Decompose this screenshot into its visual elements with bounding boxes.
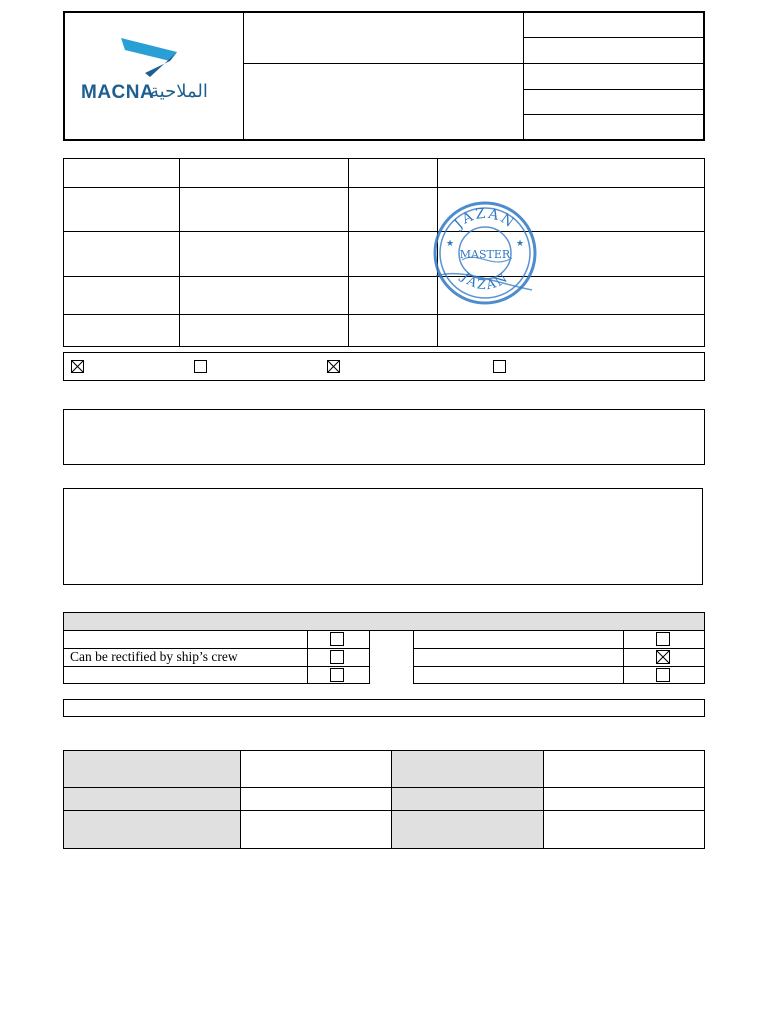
text-box-2[interactable]: [63, 488, 703, 585]
company-logo: [78, 34, 238, 114]
checkbox-row: [63, 352, 705, 381]
rect-right-checkbox-2[interactable]: [656, 650, 670, 664]
sig-value-cell-2[interactable]: [544, 751, 704, 787]
rect-left-checkbox-1[interactable]: [330, 632, 344, 646]
logo-arabic-text: الملاحية: [150, 81, 208, 102]
header-meta-line-1: [524, 37, 704, 38]
sig-value-cell-1[interactable]: [241, 751, 391, 787]
rect-right-row-1: [414, 648, 704, 649]
header-divider-meta: [523, 12, 524, 140]
header-meta-line-2: [524, 63, 704, 64]
stamp-middle-text: MASTER: [459, 248, 511, 261]
rect-left-checkbox-3[interactable]: [330, 668, 344, 682]
sig-value-cell-4[interactable]: [544, 788, 704, 810]
rect-right-row-2: [414, 666, 704, 667]
header-meta-line-3: [524, 89, 704, 90]
sig-value-cell-3[interactable]: [241, 788, 391, 810]
rect-right-col: [623, 630, 624, 684]
stamp-star-icon: ★: [516, 238, 525, 248]
sig-value-cell-5[interactable]: [241, 811, 391, 848]
rect-left-row-2: [64, 666, 369, 667]
text-box-1[interactable]: [63, 409, 705, 465]
check-x-icon: [328, 361, 339, 372]
check-x-icon: [657, 651, 669, 663]
sig-col-2: [391, 750, 392, 849]
rect-right-checkbox-1[interactable]: [656, 632, 670, 646]
rect-left-checkbox-2[interactable]: [330, 650, 344, 664]
checkbox-option-4[interactable]: [493, 360, 506, 373]
svg-text:JAZAN: [456, 269, 512, 294]
checkbox-option-1[interactable]: [71, 360, 84, 373]
logo-latin-text: MACNA: [81, 82, 155, 103]
stamp-top-text: JAZAN: [451, 205, 519, 233]
details-row-3: [64, 276, 704, 277]
remarks-bar[interactable]: [63, 699, 705, 717]
rect-left-col: [307, 630, 308, 684]
details-row-4: [64, 314, 704, 315]
stamp-bottom-text: JAZAN: [457, 269, 513, 294]
details-row-2: [64, 231, 704, 232]
header-title-divider: [244, 63, 523, 64]
checkbox-option-2[interactable]: [194, 360, 207, 373]
master-stamp: [432, 200, 538, 306]
header-divider-logo: [243, 12, 244, 140]
rectification-header-border: [63, 612, 705, 631]
rect-right-checkbox-3[interactable]: [656, 668, 670, 682]
rect-left-label-2: Can be rectified by ship’s crew: [70, 649, 238, 664]
details-row-1: [64, 187, 704, 188]
check-x-icon: [72, 361, 83, 372]
checkbox-option-3[interactable]: [327, 360, 340, 373]
sig-value-cell-6[interactable]: [544, 811, 704, 848]
header-meta-line-4: [524, 114, 704, 115]
stamp-star-icon: ★: [446, 238, 455, 248]
